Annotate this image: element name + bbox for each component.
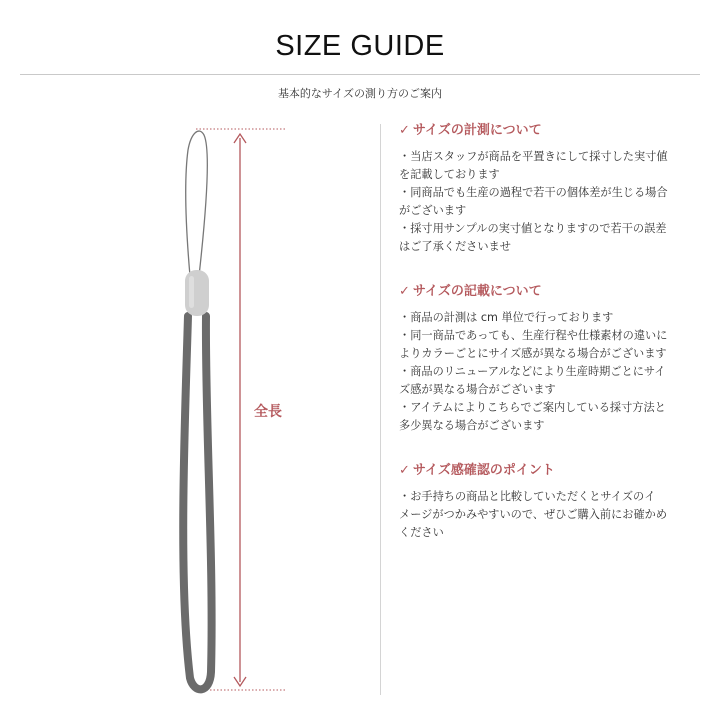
section-heading xyxy=(399,118,699,144)
list-item: ください xyxy=(399,526,444,539)
list-item: ・同一商品であっても、生産行程や仕様素材の違いに xyxy=(399,329,668,342)
section-listing xyxy=(399,279,699,435)
list-item: ・アイテムによりこちらでご案内している採寸方法と xyxy=(399,401,666,414)
check-icon: ✓ xyxy=(399,284,410,299)
page-title: SIZE GUIDE xyxy=(275,30,445,62)
section-heading-text: サイズの計測について xyxy=(412,123,542,138)
list-item: ・当店スタッフが商品を平置きにして採寸した実寸値 xyxy=(399,150,668,163)
list-item: よりカラーごとにサイズ感が異なる場合がございます xyxy=(399,347,667,360)
strap-band xyxy=(183,316,211,689)
column-divider xyxy=(380,124,381,695)
list-item: ズ感が異なる場合がございます xyxy=(399,383,556,396)
list-item: ・商品のリニューアルなどにより生産時期ごとにサイ xyxy=(399,365,666,378)
list-item: ・お手持ちの商品と比較していただくとサイズのイ xyxy=(399,490,656,503)
measure-label: 全長 xyxy=(253,400,283,422)
strap-cord xyxy=(186,131,208,276)
section-heading-text: サイズの記載について xyxy=(412,284,542,299)
list-item: ・採寸用サンプルの実寸値となりますので若干の誤差 xyxy=(399,222,667,235)
list-item: ・同商品でも生産の過程で若干の個体差が生じる場合 xyxy=(399,186,668,199)
size-notes xyxy=(399,118,699,565)
list-item: がございます xyxy=(399,204,467,217)
strap-cap-highlight xyxy=(189,276,194,308)
check-icon: ✓ xyxy=(399,463,410,478)
section-items xyxy=(399,309,699,435)
strap-cap xyxy=(185,270,209,316)
section-measurement xyxy=(399,118,699,256)
list-item: メージがつかみやすいので、ぜひご購入前にお確かめ xyxy=(399,508,668,521)
list-item: を記載しております xyxy=(399,168,500,181)
list-item: 多少異なる場合がございます xyxy=(399,419,545,432)
section-fit-check xyxy=(399,458,699,542)
section-heading xyxy=(399,458,699,484)
section-heading-text: サイズ感確認のポイント xyxy=(412,463,555,478)
list-item: はご了承くださいませ xyxy=(399,240,511,253)
section-items xyxy=(399,488,699,542)
section-heading xyxy=(399,279,699,305)
page-subtitle: 基本的なサイズの測り方のご案内 xyxy=(277,87,443,100)
list-item: ・商品の計測は cm 単位で行っております xyxy=(399,311,614,324)
check-icon: ✓ xyxy=(399,123,410,138)
section-items xyxy=(399,148,699,256)
